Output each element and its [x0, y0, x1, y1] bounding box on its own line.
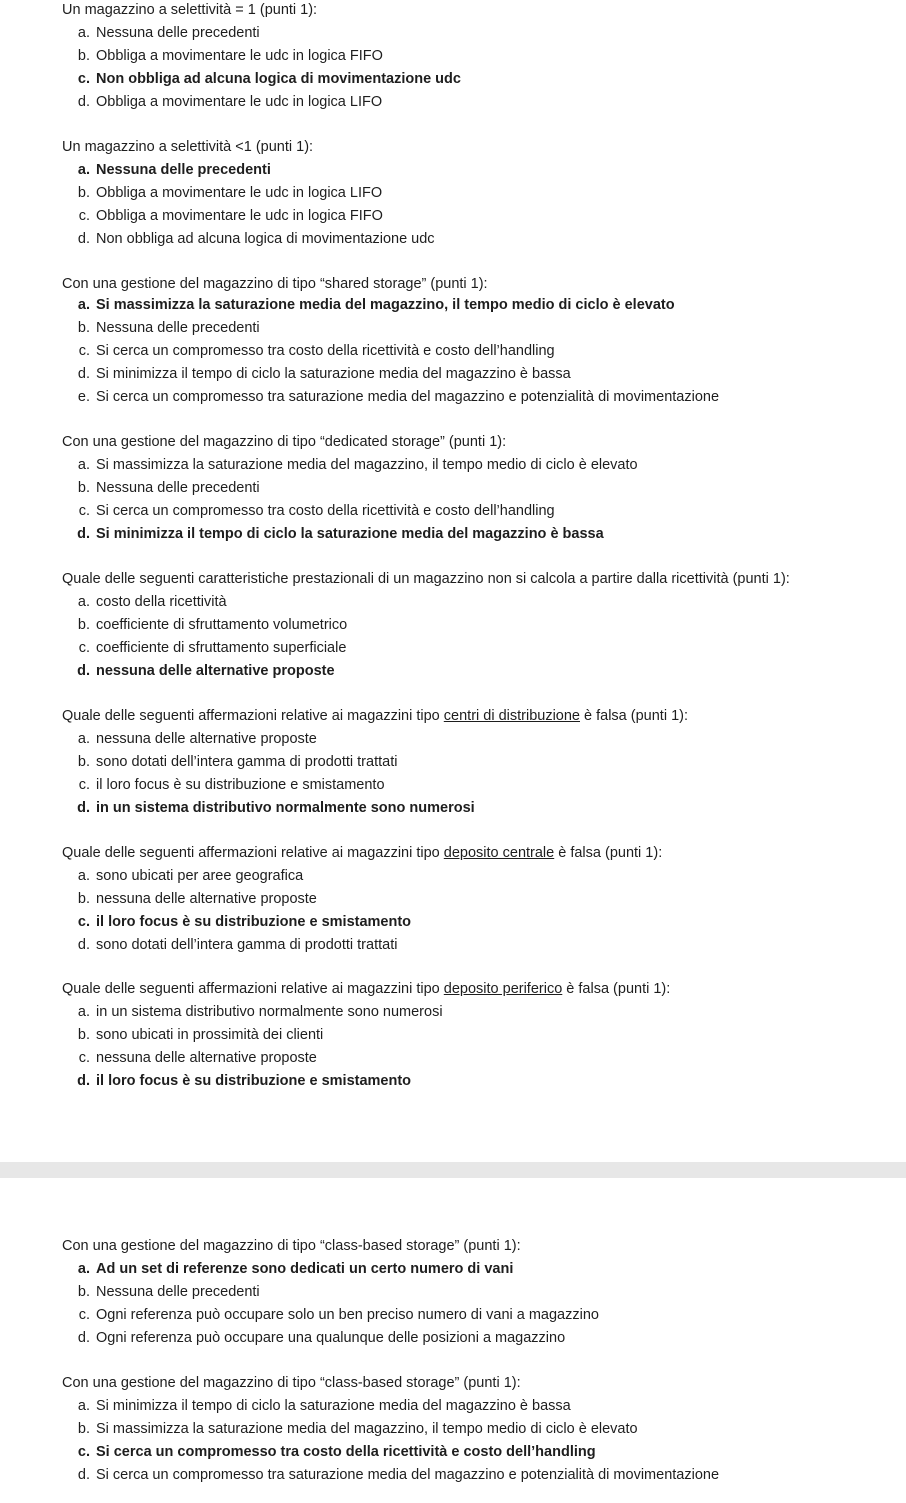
option-c: c. il loro focus è su distribuzione e smistamento: [77, 914, 412, 930]
option-b: b. Nessuna delle precedenti: [77, 480, 260, 496]
question-text: Con una gestione del magazzino di tipo “dedicated storage” (punti 1):: [62, 434, 507, 450]
option-b: b. sono dotati dell’intera gamma di prodotti trattati: [77, 754, 398, 770]
option-c: c. Si cerca un compromesso tra costo della ricettività e costo dell’handling: [78, 503, 555, 519]
option-c: c. Si cerca un compromesso tra costo della ricettività e costo dell’handling: [78, 343, 555, 359]
question-text: Con una gestione del magazzino di tipo “class-based storage” (punti 1):: [62, 1375, 521, 1391]
option-c: c. Si cerca un compromesso tra costo della ricettività e costo dell’handling: [77, 1444, 596, 1460]
underlined-term: deposito centrale: [443, 845, 555, 861]
option-d: d. Si minimizza il tempo di ciclo la saturazione media del magazzino è bassa: [77, 526, 604, 542]
option-c: c. il loro focus è su distribuzione e smistamento: [78, 777, 385, 793]
option-a: a. Nessuna delle precedenti: [77, 162, 271, 178]
question-text: Quale delle seguenti affermazioni relative ai magazzini tipo deposito periferico è falsa (punti 1):: [62, 981, 671, 997]
option-d: d. Ogni referenza può occupare una qualunque delle posizioni a magazzino: [77, 1330, 566, 1346]
option-a: a. nessuna delle alternative proposte: [77, 731, 317, 747]
option-d: d. il loro focus è su distribuzione e smistamento: [77, 1073, 412, 1089]
question-text: Un magazzino a selettività = 1 (punti 1):: [62, 2, 318, 18]
option-c: c. coefficiente di sfruttamento superficiale: [78, 640, 347, 656]
option-a: a. Ad un set di referenze sono dedicati un certo numero di vani: [77, 1261, 514, 1277]
document-page-bottom: [0, 1178, 906, 1503]
option-c: c. Ogni referenza può occupare solo un ben preciso numero di vani a magazzino: [78, 1307, 599, 1323]
option-d: d. nessuna delle alternative proposte: [77, 663, 335, 679]
option-c: c. nessuna delle alternative proposte: [78, 1050, 317, 1066]
option-d: d. Si minimizza il tempo di ciclo la saturazione media del magazzino è bassa: [77, 366, 571, 382]
option-a: a. Nessuna delle precedenti: [77, 25, 260, 41]
page-separator: [0, 1162, 906, 1178]
option-b: b. Obbliga a movimentare le udc in logica LIFO: [77, 185, 383, 201]
question-text: Un magazzino a selettività <1 (punti 1):: [62, 139, 314, 155]
option-a: a. Si massimizza la saturazione media del magazzino, il tempo medio di ciclo è elevato: [77, 297, 675, 313]
underlined-term: deposito periferico: [443, 981, 563, 997]
option-b: b. sono ubicati in prossimità dei clienti: [77, 1027, 324, 1043]
question-text: Con una gestione del magazzino di tipo “class-based storage” (punti 1):: [62, 1238, 521, 1254]
option-d: d. in un sistema distributivo normalmente sono numerosi: [77, 800, 475, 816]
option-c: c. Non obbliga ad alcuna logica di movimentazione udc: [77, 71, 461, 87]
option-a: a. sono ubicati per aree geografica: [77, 868, 304, 884]
option-a: a. Si minimizza il tempo di ciclo la saturazione media del magazzino è bassa: [77, 1398, 571, 1414]
underlined-term: centri di distribuzione: [443, 708, 580, 724]
option-a: a. Si massimizza la saturazione media del magazzino, il tempo medio di ciclo è elevato: [77, 457, 638, 473]
option-a: a. in un sistema distributivo normalmente sono numerosi: [77, 1004, 443, 1020]
option-d: d. sono dotati dell’intera gamma di prodotti trattati: [77, 937, 398, 953]
question-text: Quale delle seguenti affermazioni relative ai magazzini tipo centri di distribuzione è falsa (punti 1):: [62, 708, 688, 724]
option-d: d. Si cerca un compromesso tra saturazione media del magazzino e potenzialità di movimentazione: [77, 1467, 720, 1483]
option-d: d. Obbliga a movimentare le udc in logica LIFO: [77, 94, 383, 110]
option-b: b. Nessuna delle precedenti: [77, 1284, 260, 1300]
option-b: b. Obbliga a movimentare le udc in logica FIFO: [77, 48, 383, 64]
question-text: Con una gestione del magazzino di tipo “shared storage” (punti 1):: [62, 276, 488, 292]
option-b: b. Nessuna delle precedenti: [77, 320, 260, 336]
option-d: d. Non obbliga ad alcuna logica di movimentazione udc: [77, 231, 435, 247]
option-b: b. coefficiente di sfruttamento volumetrico: [77, 617, 348, 633]
option-a: a. costo della ricettività: [77, 594, 227, 610]
question-text: Quale delle seguenti caratteristiche prestazionali di un magazzino non si calcola a partire dalla ricettività (punti 1):: [62, 571, 790, 587]
option-b: b. nessuna delle alternative proposte: [77, 891, 317, 907]
question-text: Quale delle seguenti affermazioni relative ai magazzini tipo deposito centrale è falsa (punti 1):: [62, 845, 663, 861]
option-b: b. Si massimizza la saturazione media del magazzino, il tempo medio di ciclo è elevato: [77, 1421, 638, 1437]
option-e: e. Si cerca un compromesso tra saturazione media del magazzino e potenzialità di movimentazione: [77, 389, 720, 405]
option-c: c. Obbliga a movimentare le udc in logica FIFO: [78, 208, 383, 224]
